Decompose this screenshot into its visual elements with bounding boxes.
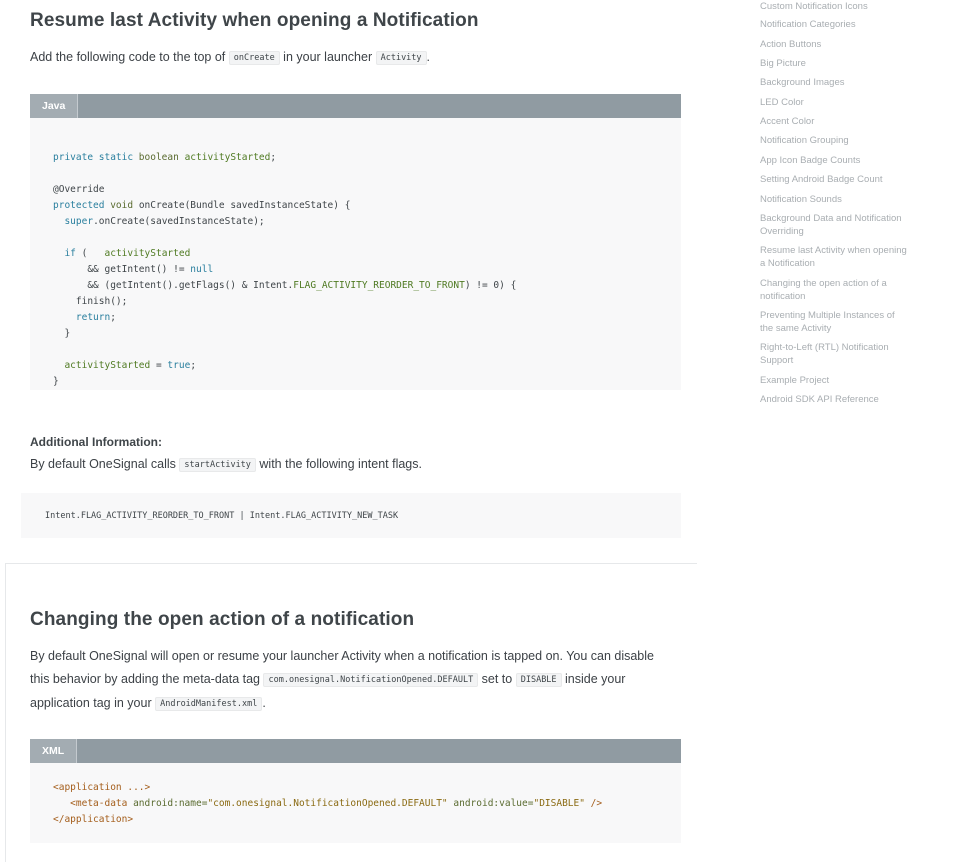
section-left-border — [5, 563, 6, 862]
code-line: activityStarted = true; — [64, 360, 197, 371]
inline-code-manifest: AndroidManifest.xml — [155, 697, 262, 711]
intro-text-1: Add the following code to the top of — [30, 50, 229, 64]
additional-info-label: Additional Information: — [30, 435, 162, 449]
sidebar-item-rtl-support[interactable]: Right-to-Left (RTL) Notification Support — [760, 342, 889, 366]
flags-text-1: By default OneSignal calls — [30, 457, 180, 471]
sidebar-item-preventing-multiple-instances[interactable]: Preventing Multiple Instances of the same Activity — [760, 310, 895, 334]
code-line: if ( activityStarted — [64, 248, 191, 259]
code-line — [53, 230, 681, 246]
sidebar-item-notification-grouping[interactable]: Notification Grouping — [760, 135, 849, 146]
inline-code-meta-tag: com.onesignal.NotificationOpened.DEFAULT — [263, 673, 478, 687]
sidebar-item-custom-notification-icons[interactable]: Custom Notification Icons — [760, 1, 868, 12]
open-action-text-1: By default OneSignal will open or resume your launcher Activity when a notification is tapped on. You can disable this behavior by adding the meta-data tag — [30, 649, 654, 686]
open-action-paragraph — [30, 645, 675, 716]
open-action-text-4: . — [262, 696, 266, 710]
sidebar-item-app-icon-badge-counts[interactable]: App Icon Badge Counts — [760, 155, 861, 166]
section-heading-resume-activity: Resume last Activity when opening a Notification — [30, 10, 479, 31]
code-line: protected void onCreate(Bundle savedInstanceState) { — [53, 200, 351, 211]
sidebar-item-accent-color[interactable]: Accent Color — [760, 116, 815, 127]
tab-java[interactable]: Java — [30, 94, 78, 118]
sidebar-item-background-data[interactable]: Background Data and Notification Overriding — [760, 213, 902, 237]
sidebar-item-led-color[interactable]: LED Color — [760, 97, 804, 108]
intro-text-3: . — [426, 50, 431, 64]
code-tab-bar-java — [30, 94, 681, 118]
xml-code-block[interactable] — [30, 763, 681, 843]
xml-line-meta: <meta-data android:name="com.onesignal.NotificationOpened.DEFAULT" android:value="DISABLE" /> — [53, 798, 603, 809]
code-line — [53, 166, 681, 182]
main-content — [5, 0, 697, 862]
open-action-text-2: set to — [478, 672, 516, 686]
xml-line-close: </application> — [53, 814, 134, 825]
code-line: } — [53, 376, 59, 387]
intro-text-2: in your launcher — [279, 50, 376, 64]
code-line: super.onCreate(savedInstanceState); — [64, 216, 265, 227]
code-line: && getIntent() != null — [53, 264, 214, 275]
intent-flags-code-block[interactable] — [21, 493, 681, 538]
code-line: private static boolean activityStarted; — [53, 152, 277, 163]
intent-flags-paragraph — [30, 453, 675, 477]
sidebar-item-example-project[interactable]: Example Project — [760, 375, 830, 386]
intro-paragraph — [30, 46, 675, 70]
flags-snippet: Intent.FLAG_ACTIVITY_REORDER_TO_FRONT | Intent.FLAG_ACTIVITY_NEW_TASK — [45, 511, 399, 521]
tab-xml[interactable]: XML — [30, 739, 77, 763]
code-line: @Override — [53, 184, 105, 195]
flags-text-2: with the following intent flags. — [255, 457, 422, 471]
inline-code-activity: Activity — [376, 51, 427, 65]
sidebar-item-background-images[interactable]: Background Images — [760, 77, 845, 88]
sidebar-item-notification-sounds[interactable]: Notification Sounds — [760, 194, 842, 205]
code-line — [53, 342, 681, 358]
sidebar-item-resume-last-activity[interactable]: Resume last Activity when opening a Notification — [760, 245, 907, 269]
section-divider — [5, 563, 697, 564]
code-line: finish(); — [53, 296, 128, 307]
sidebar-item-big-picture[interactable]: Big Picture — [760, 58, 806, 69]
sidebar-item-android-sdk-api-reference[interactable]: Android SDK API Reference — [760, 394, 879, 405]
inline-code-startactivity: startActivity — [179, 458, 256, 472]
code-line: return; — [75, 312, 116, 323]
section-heading-change-open-action: Changing the open action of a notification — [30, 609, 415, 630]
sidebar-item-setting-android-badge-count[interactable]: Setting Android Badge Count — [760, 174, 883, 185]
sidebar-item-action-buttons[interactable]: Action Buttons — [760, 39, 822, 50]
inline-code-oncreate: onCreate — [229, 51, 280, 65]
java-code-block[interactable] — [30, 118, 681, 390]
code-line: && (getIntent().getFlags() & Intent.FLAG_ACTIVITY_REORDER_TO_FRONT) != 0) { — [53, 280, 517, 291]
sidebar-item-changing-open-action[interactable]: Changing the open action of a notification — [760, 278, 887, 302]
sidebar-item-notification-categories[interactable]: Notification Categories — [760, 19, 856, 30]
xml-line-open: <application ...> — [53, 782, 151, 793]
code-line: } — [53, 328, 71, 339]
inline-code-disable: DISABLE — [516, 673, 562, 687]
open-action-text-3: inside your application tag in your — [30, 672, 626, 710]
code-tab-bar-xml — [30, 739, 681, 763]
